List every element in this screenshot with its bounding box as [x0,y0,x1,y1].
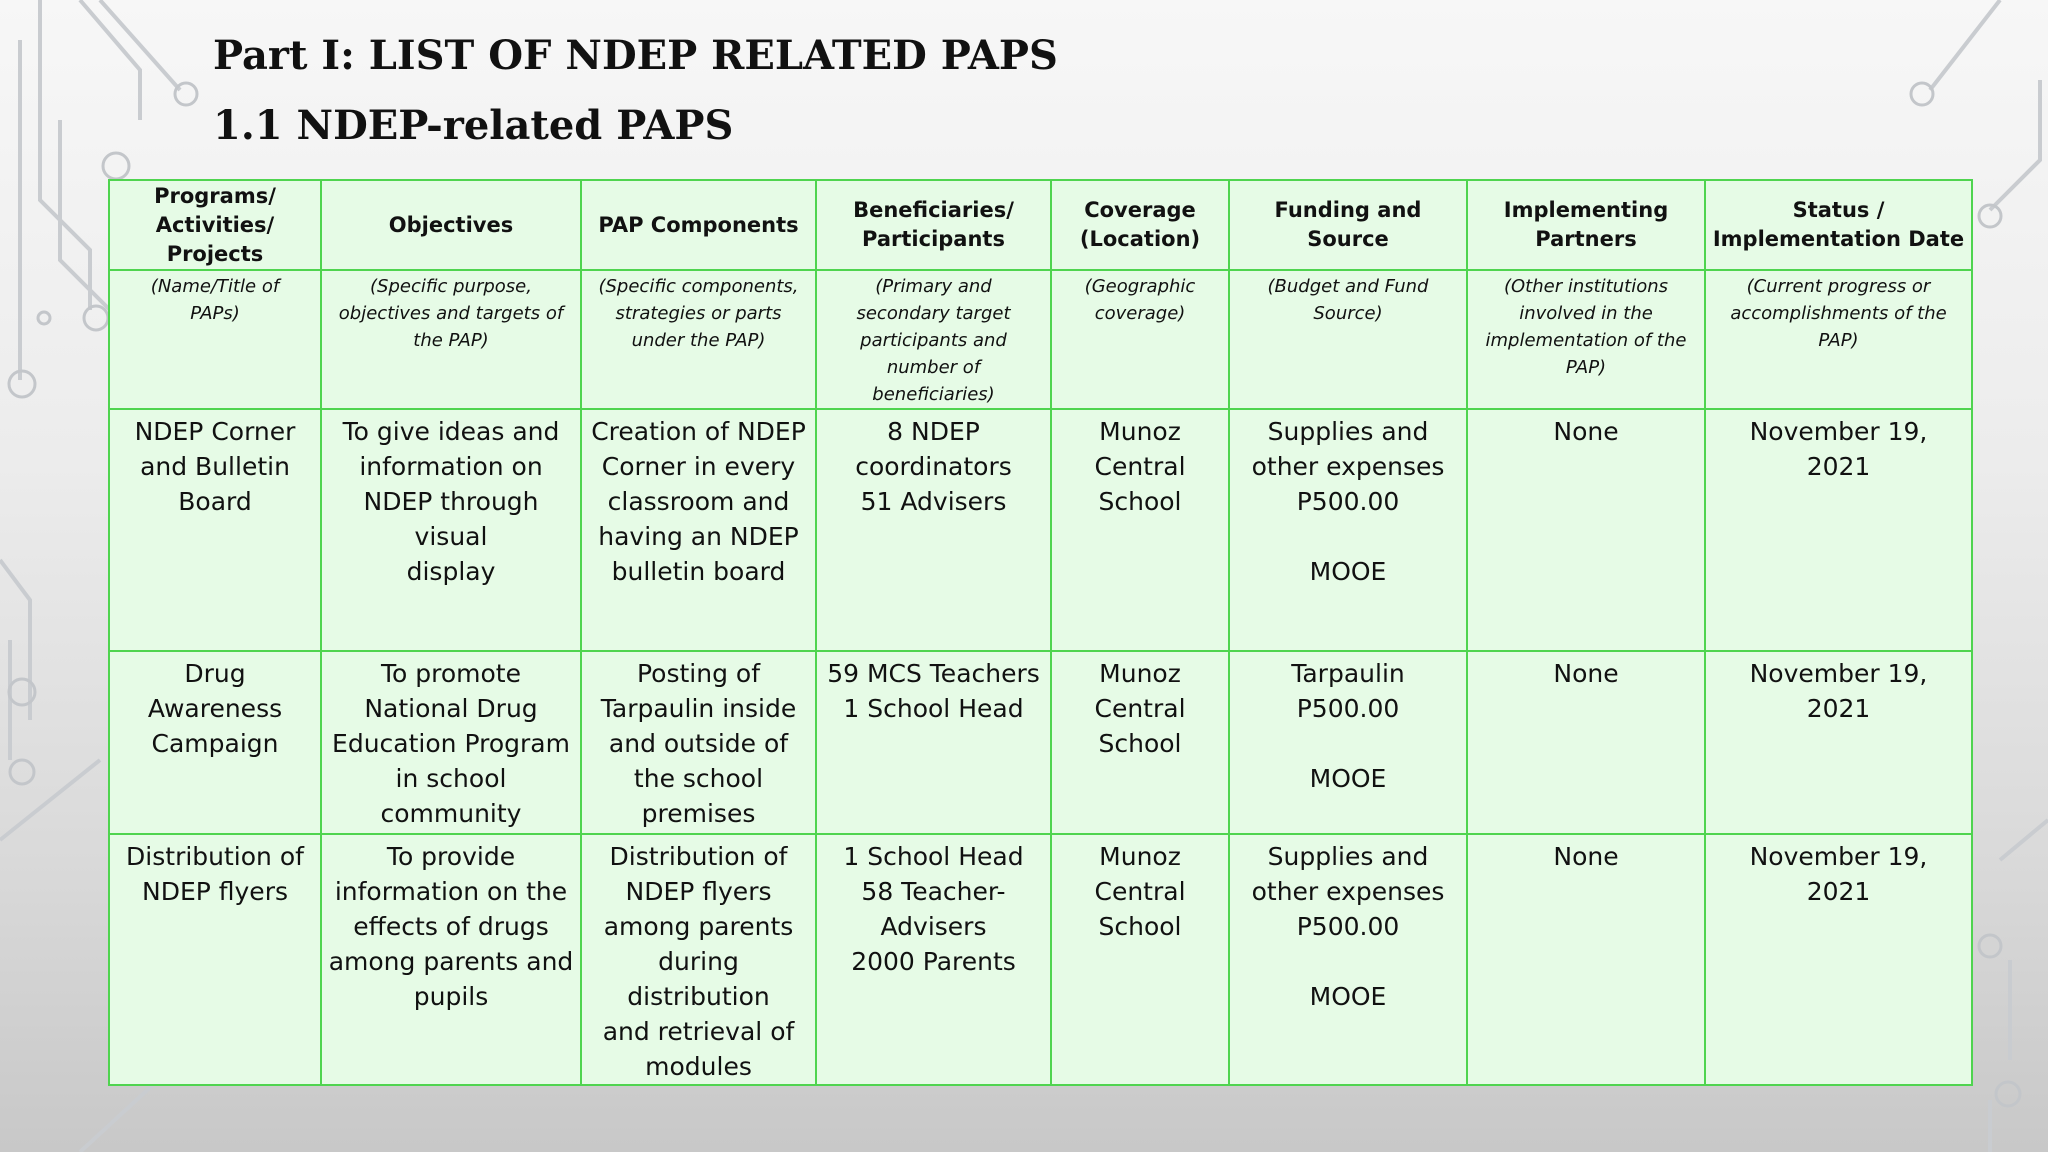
desc-programs: (Name/Title of PAPs) [109,270,321,409]
desc-partners: (Other institutions involved in the implementation of the PAP) [1467,270,1705,409]
cell-partners: None [1467,651,1705,834]
slide-subtitle: 1.1 NDEP-related PAPS [213,102,734,149]
cell-component: Creation of NDEP Corner in every classroom and having an NDEP bulletin board [581,409,816,651]
ndep-paps-table [108,179,1973,1086]
table-description-row [109,270,1972,409]
desc-beneficiaries: (Primary and secondary target participants and number of beneficiaries) [816,270,1051,409]
desc-coverage: (Geographic coverage) [1051,270,1229,409]
cell-status: November 19, 2021 [1705,834,1972,1085]
cell-partners: None [1467,409,1705,651]
desc-pap-components: (Specific components, strategies or parts under the PAP) [581,270,816,409]
table-row [109,651,1972,834]
header-objectives: Objectives [321,180,581,270]
cell-coverage: Munoz Central School [1051,651,1229,834]
cell-funding: Supplies and other expenses P500.00 MOOE [1229,834,1467,1085]
desc-objectives: (Specific purpose, objectives and targets of the PAP) [321,270,581,409]
header-pap-components: PAP Components [581,180,816,270]
cell-objective: To give ideas and information on NDEP through visual display [321,409,581,651]
header-coverage: Coverage (Location) [1051,180,1229,270]
cell-program: Distribution of NDEP flyers [109,834,321,1085]
table-header-row [109,180,1972,270]
slide-title: Part I: LIST OF NDEP RELATED PAPS [213,32,1058,79]
cell-partners: None [1467,834,1705,1085]
cell-objective: To provide information on the effects of drugs among parents and pupils [321,834,581,1085]
cell-component: Posting of Tarpaulin inside and outside of the school premises [581,651,816,834]
desc-status: (Current progress or accomplishments of the PAP) [1705,270,1972,409]
cell-beneficiaries: 59 MCS Teachers 1 School Head [816,651,1051,834]
cell-component: Distribution of NDEP flyers among parents during distribution and retrieval of modules [581,834,816,1085]
table-row [109,834,1972,1085]
cell-program: Drug Awareness Campaign [109,651,321,834]
header-programs: Programs/ Activities/ Projects [109,180,321,270]
desc-funding: (Budget and Fund Source) [1229,270,1467,409]
header-beneficiaries: Beneficiaries/ Participants [816,180,1051,270]
cell-status: November 19, 2021 [1705,409,1972,651]
header-status: Status / Implementation Date [1705,180,1972,270]
cell-funding: Tarpaulin P500.00 MOOE [1229,651,1467,834]
cell-coverage: Munoz Central School [1051,409,1229,651]
cell-beneficiaries: 8 NDEP coordinators 51 Advisers [816,409,1051,651]
table-row [109,409,1972,651]
cell-coverage: Munoz Central School [1051,834,1229,1085]
header-funding: Funding and Source [1229,180,1467,270]
cell-beneficiaries: 1 School Head 58 Teacher- Advisers 2000 Parents [816,834,1051,1085]
cell-program: NDEP Corner and Bulletin Board [109,409,321,651]
ndep-paps-table-container [108,179,1971,1086]
cell-funding: Supplies and other expenses P500.00 MOOE [1229,409,1467,651]
header-partners: Implementing Partners [1467,180,1705,270]
cell-status: November 19, 2021 [1705,651,1972,834]
cell-objective: To promote National Drug Education Program in school community [321,651,581,834]
